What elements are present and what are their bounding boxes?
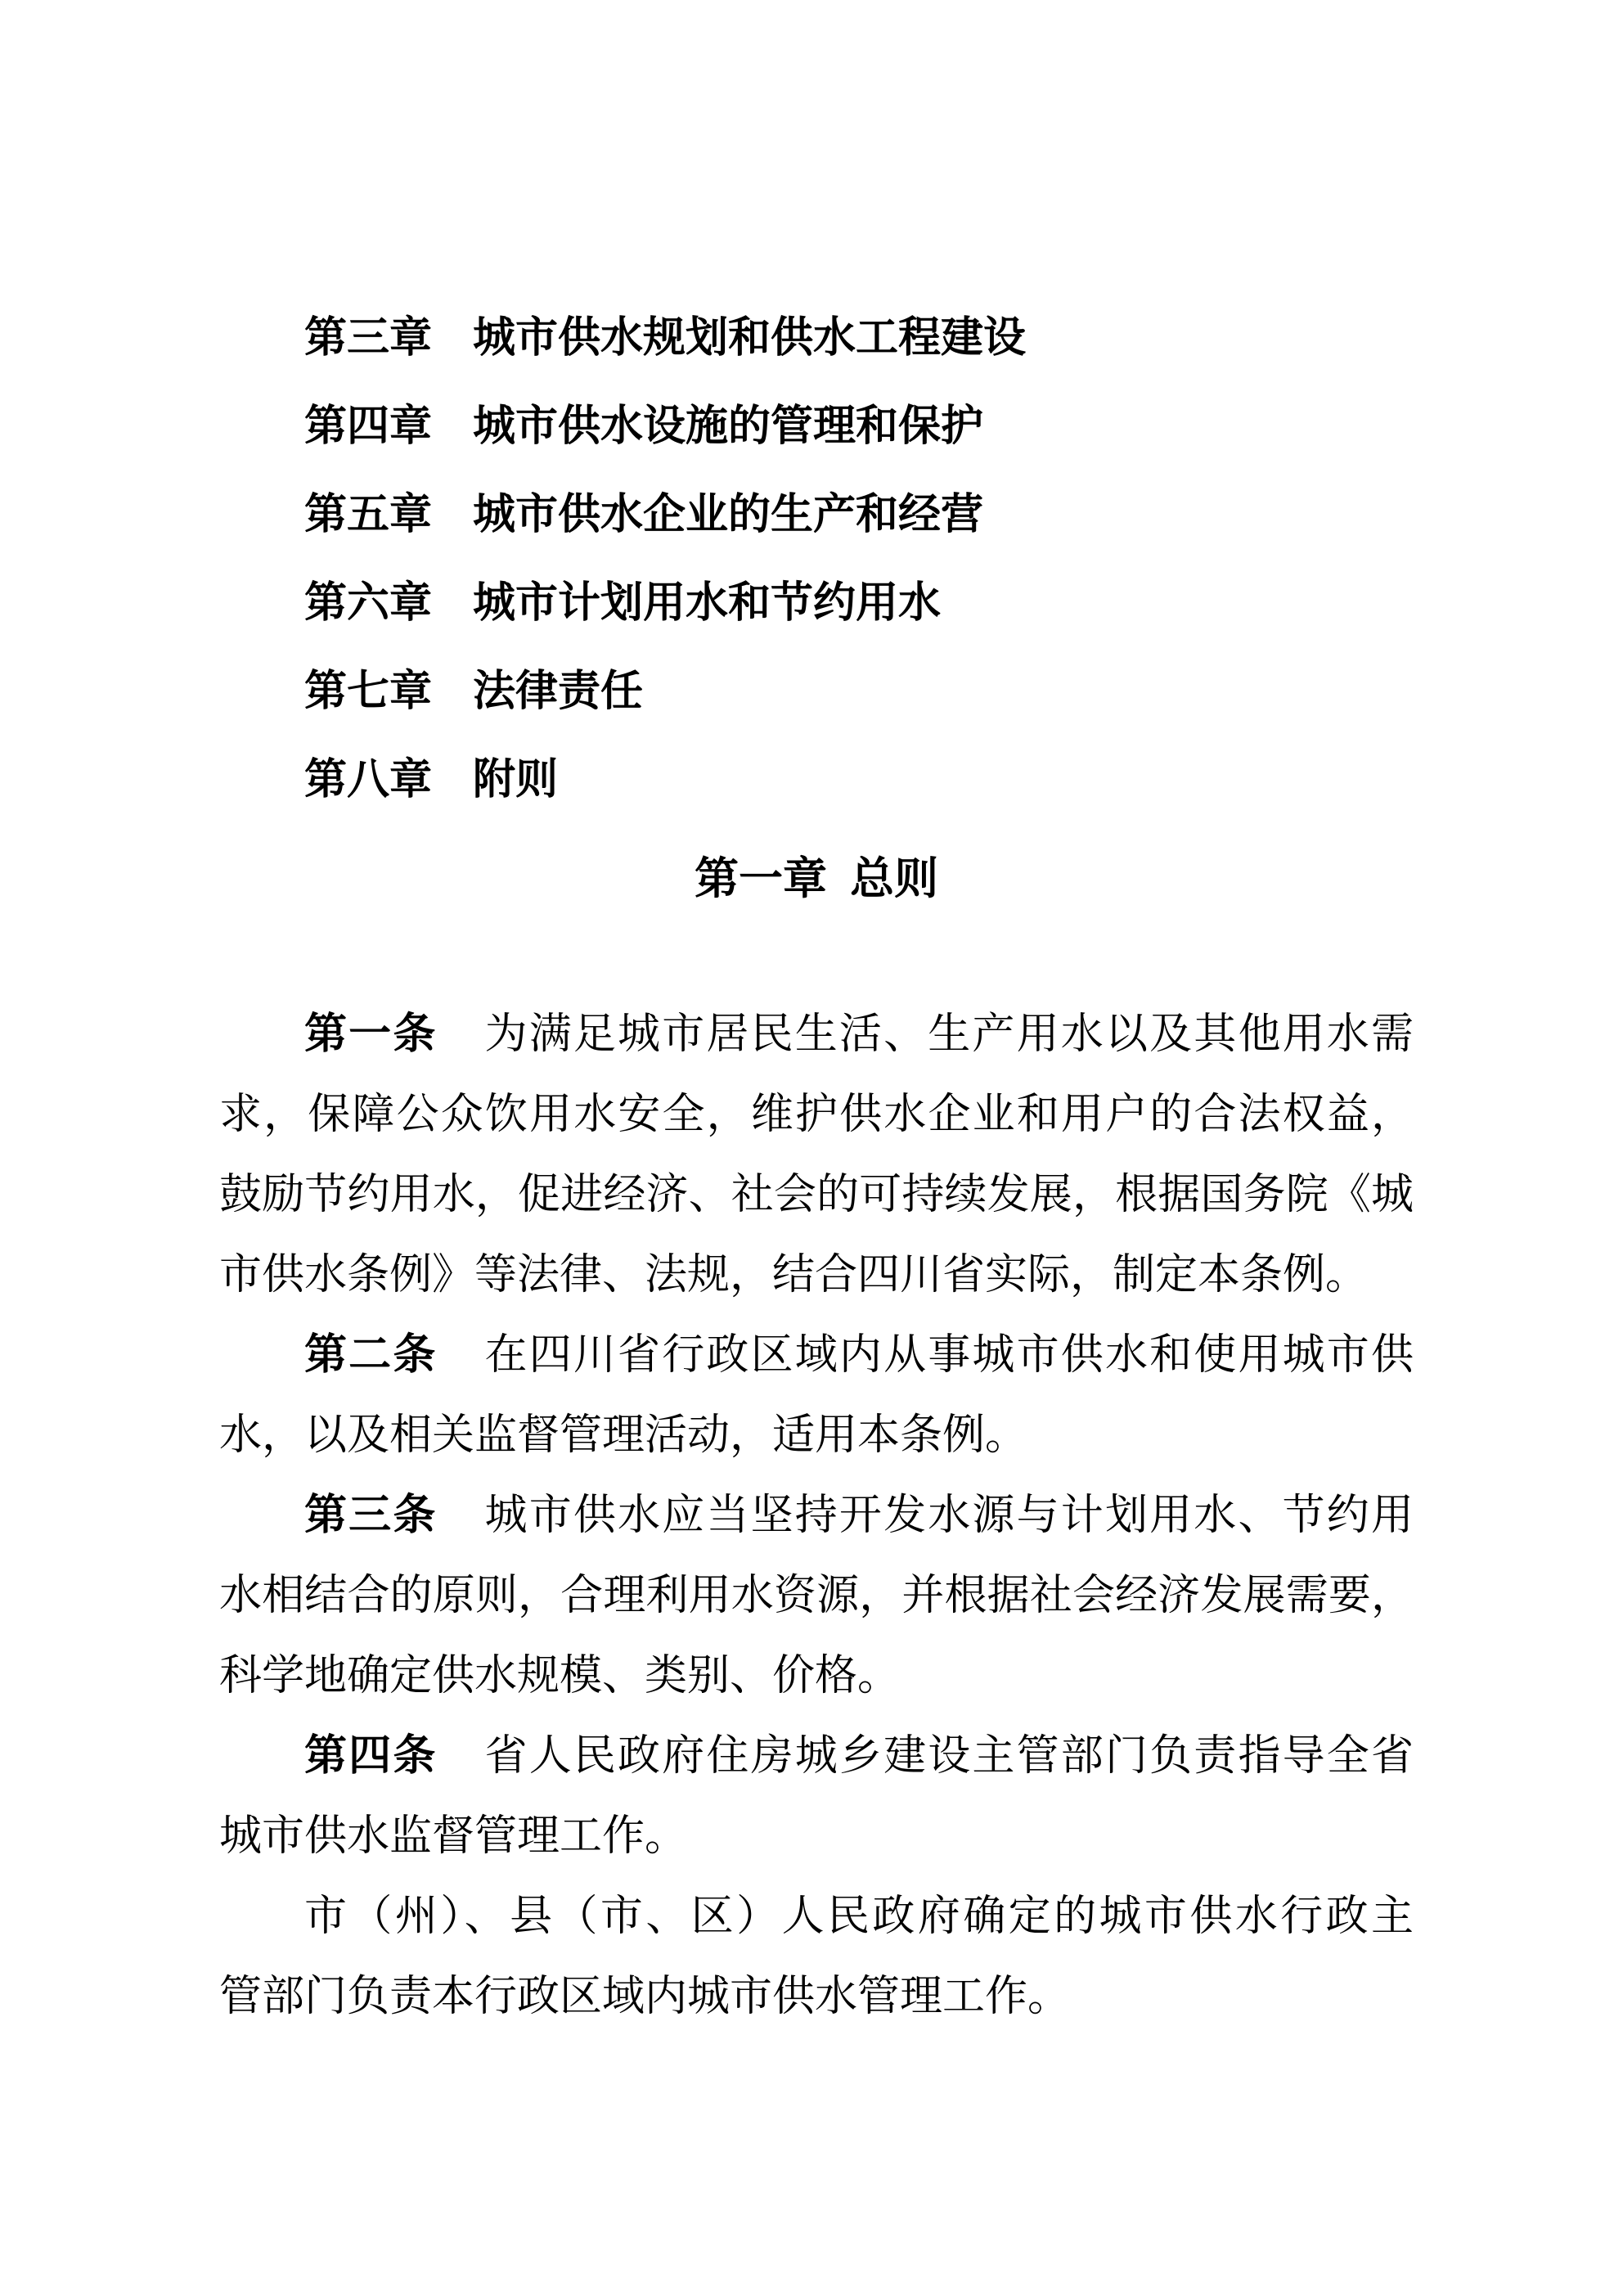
toc-chapter-label: 第七章 bbox=[304, 669, 433, 715]
text-line bbox=[219, 1476, 1414, 1556]
text-line-content: 市供水条例》等法律、法规，结合四川省实际，制定本条例。 bbox=[219, 1252, 1369, 1299]
toc-chapter-label: 第三章 bbox=[304, 315, 433, 362]
text-line-content: 鼓励节约用水，促进经济、社会的可持续发展，根据国务院《城 bbox=[219, 1172, 1414, 1218]
chapter-heading-number: 第一章 bbox=[695, 854, 827, 903]
text-line bbox=[219, 1636, 1414, 1717]
text-line-content: 管部门负责本行政区域内城市供水管理工作。 bbox=[219, 1974, 1071, 2020]
text-line bbox=[219, 1155, 1414, 1236]
article-number-label: 第一条 bbox=[304, 1011, 438, 1058]
text-line-content: 在四川省行政区域内从事城市供水和使用城市供 bbox=[484, 1332, 1414, 1379]
text-line bbox=[219, 1316, 1414, 1396]
text-line bbox=[219, 1877, 1414, 1957]
toc-entry bbox=[219, 560, 1414, 648]
text-line bbox=[219, 995, 1414, 1075]
article-number-label: 第三条 bbox=[304, 1492, 438, 1539]
toc-chapter-title: 附则 bbox=[473, 757, 559, 804]
toc-chapter-label: 第八章 bbox=[304, 757, 433, 804]
article-body bbox=[219, 995, 1414, 2037]
toc-entry bbox=[219, 471, 1414, 560]
text-line bbox=[219, 1797, 1414, 1877]
text-line-content: 城市供水监督管理工作。 bbox=[219, 1813, 688, 1860]
text-line-content: 水，以及相关监督管理活动，适用本条例。 bbox=[219, 1412, 1028, 1459]
text-line bbox=[219, 1236, 1414, 1316]
text-line-content: 为满足城市居民生活、生产用水以及其他用水需 bbox=[484, 1011, 1414, 1058]
text-line-content: 市（州）、县（市、区）人民政府确定的城市供水行政主 bbox=[304, 1893, 1414, 1940]
article-number-label: 第四条 bbox=[304, 1733, 438, 1780]
toc-chapter-label: 第六章 bbox=[304, 580, 433, 627]
toc-entry bbox=[219, 295, 1414, 383]
article-number-label: 第二条 bbox=[304, 1332, 438, 1379]
toc-chapter-title: 城市计划用水和节约用水 bbox=[473, 580, 942, 627]
text-line-content: 求，保障公众饮用水安全，维护供水企业和用户的合法权益， bbox=[219, 1092, 1414, 1138]
text-line bbox=[219, 1717, 1414, 1797]
toc-entry bbox=[219, 648, 1414, 736]
text-line-content: 科学地确定供水规模、类别、价格。 bbox=[219, 1653, 901, 1699]
text-line-content: 水相结合的原则，合理利用水资源，并根据社会经济发展需要， bbox=[219, 1573, 1414, 1619]
toc-chapter-title: 法律责任 bbox=[473, 669, 644, 715]
toc-chapter-label: 第四章 bbox=[304, 403, 433, 450]
toc-entry bbox=[219, 736, 1414, 825]
toc-chapter-label: 第五章 bbox=[304, 492, 433, 538]
toc-chapter-title: 城市供水企业的生产和经营 bbox=[473, 492, 984, 538]
text-line bbox=[219, 1957, 1414, 2037]
text-line bbox=[219, 1396, 1414, 1476]
table-of-contents bbox=[219, 295, 1414, 825]
text-line bbox=[219, 1556, 1414, 1636]
chapter-heading bbox=[219, 835, 1414, 923]
toc-entry bbox=[219, 383, 1414, 471]
text-line-content: 省人民政府住房城乡建设主管部门负责指导全省 bbox=[484, 1733, 1414, 1780]
text-line bbox=[219, 1075, 1414, 1155]
text-line-content: 城市供水应当坚持开发水源与计划用水、节约用 bbox=[484, 1492, 1414, 1539]
toc-chapter-title: 城市供水规划和供水工程建设 bbox=[473, 315, 1027, 362]
toc-chapter-title: 城市供水设施的管理和保护 bbox=[473, 403, 984, 450]
chapter-heading-title: 总则 bbox=[850, 854, 938, 903]
